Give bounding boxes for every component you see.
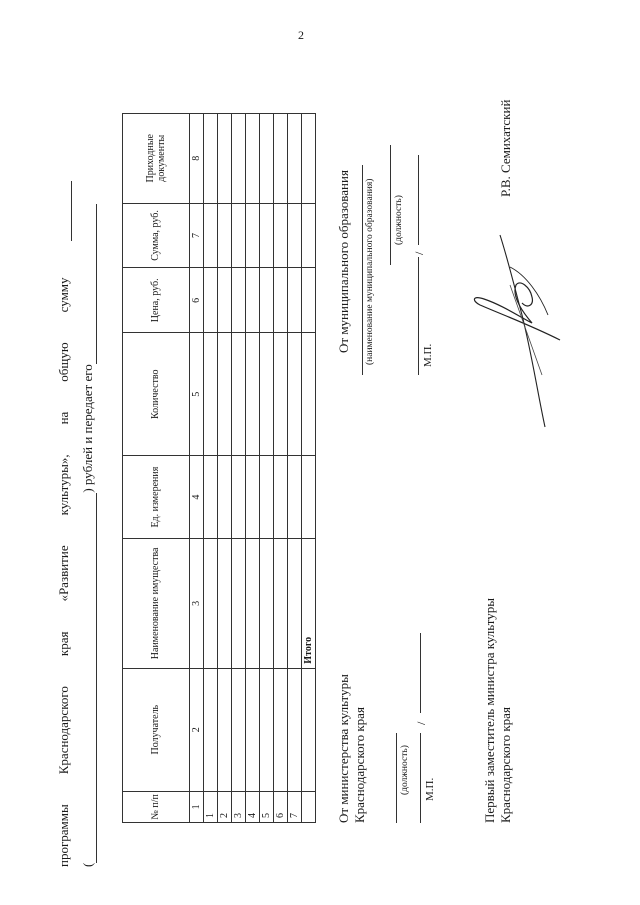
- intro-line-1: [56, 181, 72, 867]
- table-header-row: [123, 114, 190, 823]
- row-number: 7: [288, 791, 302, 822]
- left-party-title: [336, 674, 369, 823]
- header-recipient: Получатель: [123, 668, 190, 791]
- intro-open-paren: (: [80, 862, 95, 867]
- left-stamp: М.П.: [424, 777, 436, 801]
- column-number: 3: [190, 538, 204, 668]
- left-party-title-line1: От министерства культуры: [336, 674, 351, 823]
- total-row: [302, 114, 316, 823]
- column-number: 6: [190, 268, 204, 333]
- column-number: 2: [190, 668, 204, 791]
- header-property-name: Наименование имущества: [123, 538, 190, 668]
- column-number: 1: [190, 791, 204, 822]
- row-number: 5: [260, 791, 274, 822]
- right-signature-line-a: [418, 257, 419, 375]
- right-party-title: От муниципального образования: [336, 170, 351, 353]
- row-number: 4: [246, 791, 260, 822]
- header-quantity: Количество: [123, 333, 190, 456]
- right-name-line: [362, 165, 363, 375]
- right-position-caption: (должность): [394, 195, 404, 245]
- right-signature-line-b: [418, 155, 419, 245]
- left-signature-line-b: [420, 633, 421, 713]
- intro-line-2-text: ) рублей и передает его: [80, 364, 95, 493]
- table-row: [232, 114, 246, 823]
- table-row: [260, 114, 274, 823]
- intro-word: сумму: [56, 277, 71, 313]
- row-number: 2: [218, 791, 232, 822]
- table-row: [288, 114, 302, 823]
- intro-word: «Развитие: [56, 545, 71, 602]
- signatory-name: Р.В. Семихатский: [498, 99, 513, 197]
- intro-word: Краснодарского: [56, 686, 71, 775]
- table-row: [204, 114, 218, 823]
- rotated-sheet: [20, 65, 580, 885]
- table-row: [246, 114, 260, 823]
- right-position-line: [390, 145, 391, 265]
- handwritten-signature-icon: [450, 205, 580, 435]
- table-row: [218, 114, 232, 823]
- intro-word: общую: [56, 342, 71, 382]
- left-party-title-line2: Краснодарского края: [352, 707, 368, 823]
- right-name-caption: (наименование муниципального образования): [365, 178, 375, 365]
- intro-word: на: [56, 411, 71, 425]
- column-number: 5: [190, 333, 204, 456]
- intro-word: культуры»,: [56, 454, 71, 516]
- column-number: 8: [190, 114, 204, 204]
- header-price: Цена, руб.: [123, 268, 190, 333]
- row-number: 6: [274, 791, 288, 822]
- column-number: 4: [190, 456, 204, 539]
- left-slash: /: [414, 721, 428, 725]
- total-label: Итого: [302, 538, 316, 668]
- row-number: 1: [204, 791, 218, 822]
- column-number-row: [190, 114, 204, 823]
- left-position-line: [396, 733, 397, 823]
- header-unit: Ед. измерения: [123, 456, 190, 539]
- recipient-blank: [80, 204, 97, 364]
- intro-word: края: [56, 631, 71, 657]
- left-signature-line-a: [420, 733, 421, 823]
- signatory-position-line1: Первый заместитель министра культуры: [482, 598, 497, 823]
- signatory-position-line2: Краснодарского края: [498, 707, 514, 823]
- sum-blank: [56, 181, 72, 241]
- page-number: 2: [298, 28, 304, 42]
- row-number: 3: [232, 791, 246, 822]
- intro-word: программы: [56, 804, 71, 867]
- signatory-position: [482, 598, 515, 823]
- column-number: 7: [190, 203, 204, 268]
- table-row: [274, 114, 288, 823]
- right-slash: /: [412, 251, 426, 255]
- right-stamp: М.П.: [422, 343, 434, 367]
- left-position-caption: (должность): [400, 745, 410, 795]
- header-number: № п/п: [123, 791, 190, 822]
- sum-words-blank: [80, 493, 97, 863]
- intro-line-2: [80, 204, 97, 867]
- header-documents: Приходные документы: [123, 114, 190, 204]
- header-sum: Сумма, руб.: [123, 203, 190, 268]
- property-table: [122, 113, 316, 823]
